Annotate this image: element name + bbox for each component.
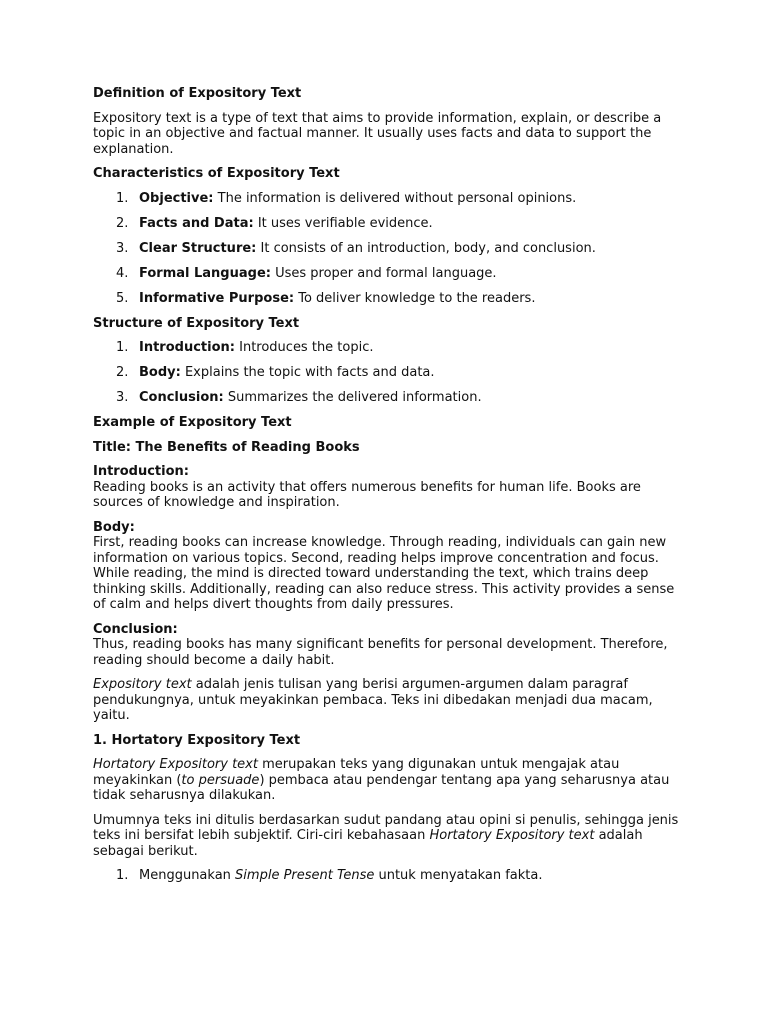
characteristics-list [93,191,688,307]
list-item [93,191,688,207]
list-number: 1. [116,868,129,883]
intro-section [93,464,688,511]
list-term: Facts and Data: [139,215,254,231]
intro-label: Introduction: [93,464,189,479]
list-number: 3. [116,390,129,405]
list-number: 2. [116,365,129,380]
list-term: Formal Language: [139,265,271,281]
example-title: Title: The Benefits of Reading Books [93,439,360,455]
conclusion-section [93,622,688,669]
list-item [93,340,688,356]
list-desc: untuk menyatakan fakta. [374,868,543,883]
paragraph-text: ) pembaca atau pendengar tentang apa yang seharusnya atau tidak seharusnya dilakukan. [93,772,670,803]
list-term: Introduction: [139,340,235,355]
heading-structure: Structure of Expository Text [93,315,300,331]
list-term: Body: [139,365,181,380]
italic-term: Hortatory Expository text [93,757,258,772]
definition-paragraph: Expository text is a type of text that aims to provide information, explain, or describe a topic in an objective and factual manner. It usually uses facts and data to support the explanation. [93,110,662,157]
list-item [93,266,688,282]
list-item [93,216,688,232]
heading-definition: Definition of Expository Text [93,86,302,101]
list-number: 1. [116,190,129,206]
conclusion-text: Thus, reading books has many significant benefits for personal development. Therefore, reading should become a daily habit. [93,637,668,668]
paragraph-text: Umumnya teks ini ditulis berdasarkan sudut pandang atau opini si penulis, sehingga jenis teks ini bersifat lebih subjektif. Ciri-ciri kebahasaan [93,812,679,843]
list-number: 3. [116,240,129,256]
list-item [93,291,688,307]
intro-text: Reading books is an activity that offers numerous benefits for human life. Books are sources of knowledge and inspiration. [93,479,641,510]
conclusion-label: Conclusion: [93,621,178,637]
body-label: Body: [93,519,135,535]
list-item [93,365,688,381]
body-text: First, reading books can increase knowledge. Through reading, individuals can gain new information on various topics. Second, reading helps improve concentration and focus. While reading, the mind is directed toward understanding the text, which trains deep thinking skills. Additionally, reading can also reduce stress. This activity provides a sense of calm and helps divert thoughts from daily pressures. [93,535,675,612]
list-item [93,868,688,884]
heading-hortatory: 1. Hortatory Expository Text [93,732,301,748]
list-desc: Menggunakan [139,868,236,883]
list-number: 2. [116,215,129,231]
list-desc: The information is delivered without personal opinions. [213,190,577,206]
list-desc: Introduces the topic. [234,340,374,355]
body-section [93,520,688,613]
list-term: Clear Structure: [139,240,257,256]
heading-characteristics: Characteristics of Expository Text [93,166,340,181]
italic-term: Simple Present Tense [235,868,375,883]
list-desc: It uses verifiable evidence. [253,215,433,231]
heading-example: Example of Expository Text [93,415,292,430]
italic-term: Hortatory Expository text [429,828,595,843]
paragraph-text: adalah jenis tulisan yang berisi argumen-argumen dalam paragraf pendukungnya, untuk meyakinkan pembaca. Teks ini dibedakan menjadi dua macam, yaitu. [93,677,653,723]
list-item [93,390,688,406]
hortatory-list [93,868,688,884]
list-desc: Summarizes the delivered information. [223,390,482,405]
list-number: 4. [116,265,129,281]
list-term: Conclusion: [139,390,224,405]
paragraph-text: adalah sebagai berikut. [93,828,643,859]
italic-term: to persuade [181,772,260,788]
paragraph-text: merupakan teks yang digunakan untuk mengajak atau meyakinkan ( [93,757,620,788]
list-desc: Uses proper and formal language. [270,265,497,281]
italic-term: Expository text [93,677,192,692]
structure-list [93,340,688,406]
list-desc: It consists of an introduction, body, and conclusion. [256,240,596,256]
hortatory-paragraph-1 [93,757,688,804]
indonesian-paragraph [93,677,688,724]
list-term: Objective: [139,190,214,206]
list-desc: To deliver knowledge to the readers. [294,290,536,306]
hortatory-paragraph-2 [93,813,688,860]
list-number: 1. [116,340,129,355]
list-item [93,241,688,257]
list-desc: Explains the topic with facts and data. [180,365,435,380]
list-term: Informative Purpose: [139,290,295,306]
list-number: 5. [116,290,129,306]
